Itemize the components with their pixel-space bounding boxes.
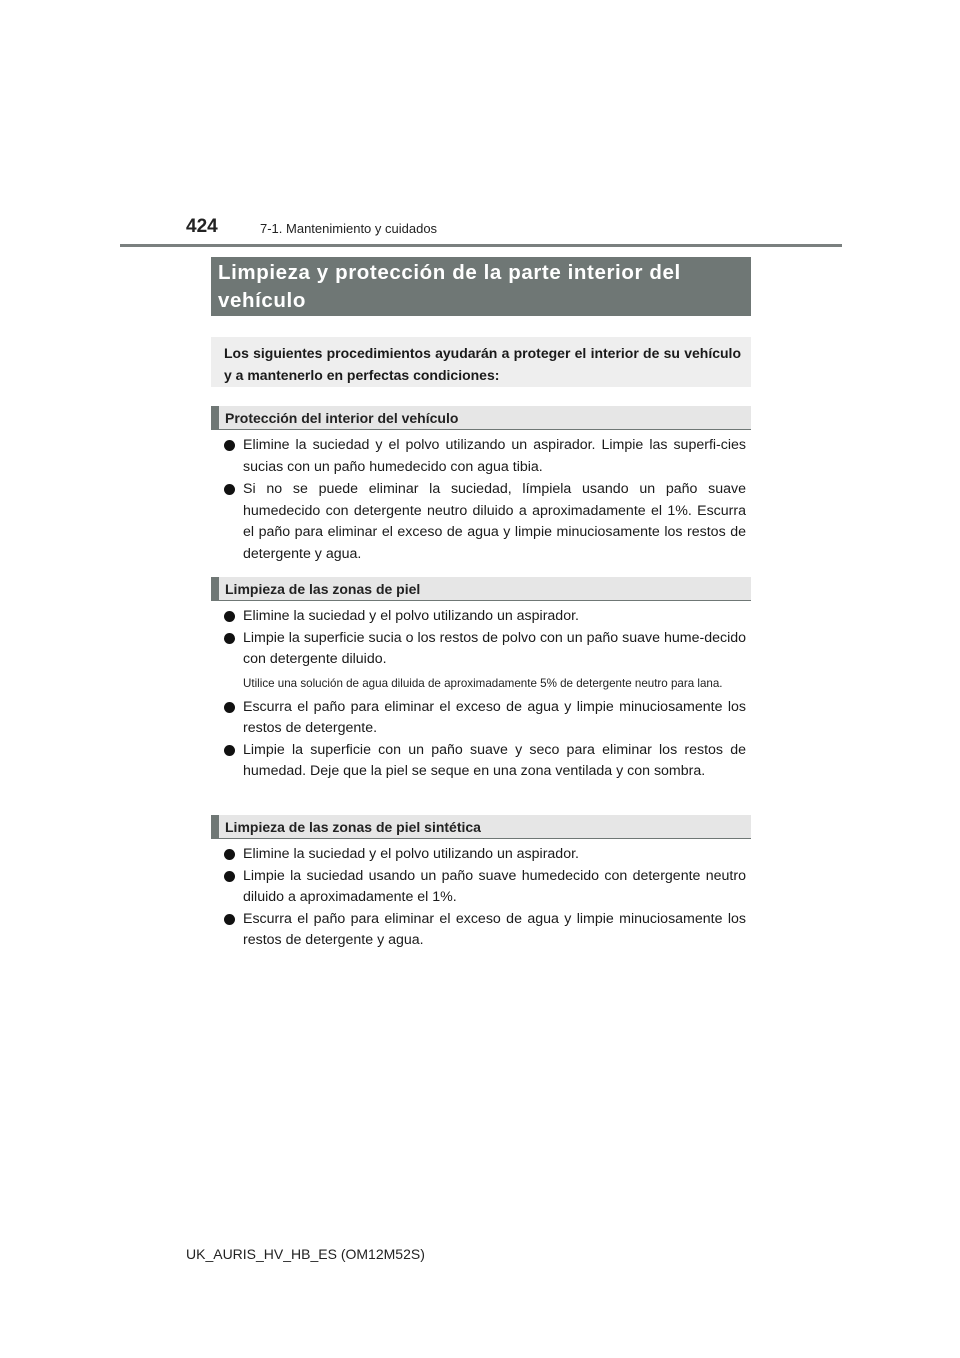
page-title: Limpieza y protección de la parte interior del vehículo <box>211 257 751 316</box>
list-item-text: Si no se puede eliminar la suciedad, límpiela usando un paño suave humedecido con detergente neutro diluido a aproximadamente el 1%. Escurra el paño para eliminar el exceso de agua y limpie minuciosamente los restos de detergente y agua. <box>243 481 746 562</box>
bullet-icon <box>224 871 235 882</box>
bullet-icon <box>224 633 235 644</box>
section-heading-synthetic-leather: Limpieza de las zonas de piel sintética <box>211 815 751 839</box>
section-breadcrumb: 7-1. Mantenimiento y cuidados <box>260 221 438 236</box>
bullet-icon <box>224 914 235 925</box>
list-item <box>224 866 746 909</box>
list-item <box>224 844 746 866</box>
list-item <box>224 479 746 565</box>
bullet-icon <box>224 849 235 860</box>
list-item <box>224 628 746 671</box>
list-item-text: Limpie la superficie sucia o los restos de polvo con un paño suave hume-decido con detergente diluido. <box>243 629 746 667</box>
list-item <box>224 697 746 740</box>
list-item-text: Escurra el paño para eliminar el exceso de agua y limpie minuciosamente los restos de detergente y agua. <box>243 910 746 948</box>
bullet-icon <box>224 440 235 451</box>
list-item <box>224 740 746 783</box>
section-body-interior-protection <box>224 435 746 565</box>
list-item-text: Elimine la suciedad y el polvo utilizando un aspirador. Limpie las superfi-cies sucias con un paño humedecido con agua tibia. <box>243 437 746 475</box>
list-item-text: Limpie la suciedad usando un paño suave humedecido con detergente neutro diluido a aproximadamente el 1%. <box>243 867 746 905</box>
list-item-text: Escurra el paño para eliminar el exceso de agua y limpie minuciosamente los restos de detergente. <box>243 698 746 736</box>
note-text: Utilice una solución de agua diluida de aproximadamente 5% de detergente neutro para lana. <box>243 676 723 690</box>
list-item <box>224 606 746 628</box>
list-item-text: Elimine la suciedad y el polvo utilizando un aspirador. <box>243 608 579 624</box>
section-heading-interior-protection: Protección del interior del vehículo <box>211 406 751 430</box>
intro-text: Los siguientes procedimientos ayudarán a proteger el interior de su vehículo y a mantenerlo en perfectas condiciones: <box>211 337 751 387</box>
bullet-icon <box>224 484 235 495</box>
list-item <box>224 435 746 478</box>
section-body-synthetic-leather <box>224 844 746 952</box>
list-item-text: Limpie la superficie con un paño suave y seco para eliminar los restos de humedad. Deje que la piel se seque en una zona ventilada y con sombra. <box>243 741 746 779</box>
document-code: UK_AURIS_HV_HB_ES (OM12M52S) <box>186 1246 425 1262</box>
bullet-icon <box>224 745 235 756</box>
list-item-text: Elimine la suciedad y el polvo utilizando un aspirador. <box>243 846 579 862</box>
section-body-leather <box>224 606 746 783</box>
header-divider <box>120 244 842 247</box>
section-heading-leather: Limpieza de las zonas de piel <box>211 577 751 601</box>
bullet-icon <box>224 611 235 622</box>
page-number: 424 <box>186 216 218 237</box>
list-item <box>224 909 746 952</box>
bullet-icon <box>224 702 235 713</box>
